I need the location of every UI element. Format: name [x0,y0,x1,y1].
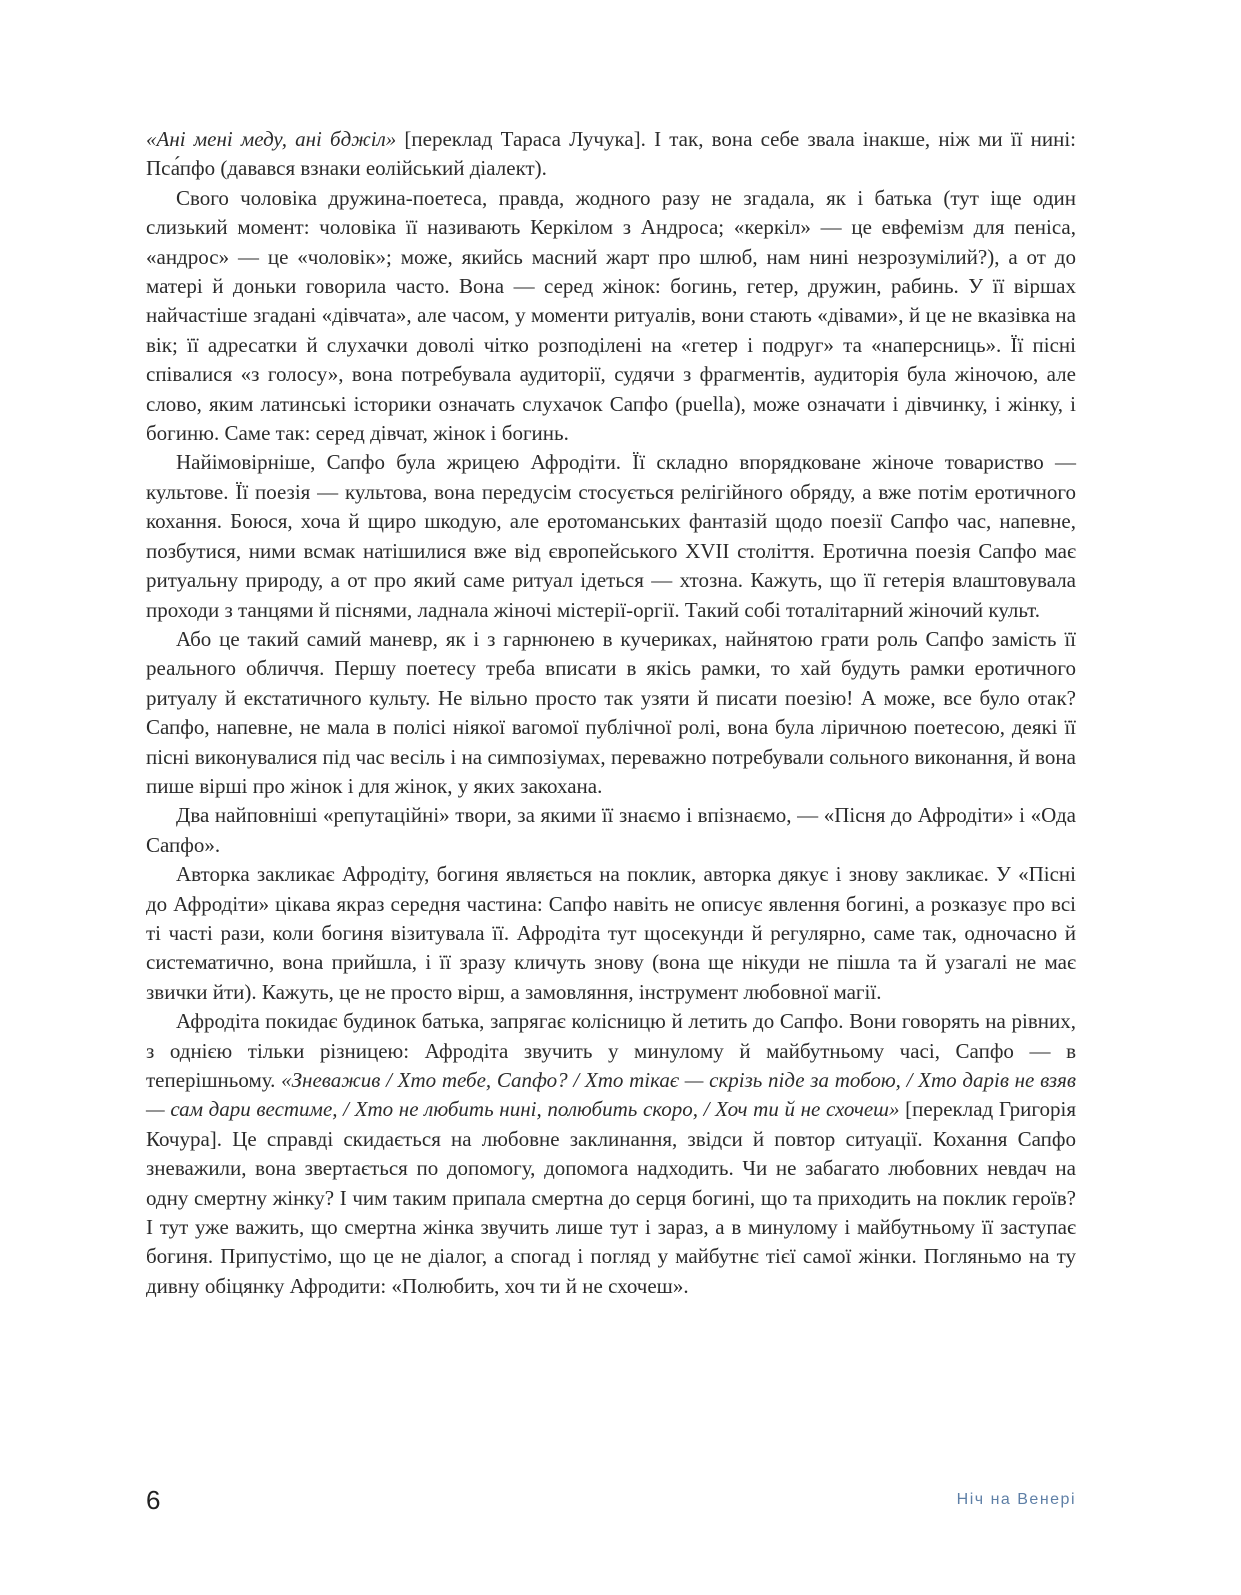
paragraph [146,801,1076,860]
page-number: 6 [146,1485,161,1515]
paragraph-text: Авторка закликає Афродіту, богиня являється на поклик, авторка дякує і знову закликає. У «Пісні до Афродіти» цікава якраз середня частина: Сапфо навіть не описує явлення богині, а розказує про всі ті часті рази, коли богиня візитувала її. Афродіта тут щосекунди й регулярно, саме так, одночасно й систематично, вона прийшла, і її зразу кличуть знову (вона ще нікуди не пішла та й узагалі не має звички йти). Кажуть, це не просто вірш, а замовляння, інструмент любовної магії. [146,862,1076,1004]
paragraph [146,184,1076,449]
paragraph [146,448,1076,624]
paragraph-text: [переклад Григорія Кочура]. Це справді скидається на любовне заклинання, звідси й повтор ситуації. Кохання Сапфо зневажили, вона звертається по допомогу, допомога надходить. Чи не забагато любовних невдач на одну смертну жінку? І чим таким припала смертна до серця богині, що та приходить на поклик героїв? І тут уже важить, що смертна жінка звучить лише тут і зараз, а в минулому і майбутньому її заступає богиня. Припустімо, що це не діалог, а спогад і погляд у майбутнє тієї самої жінки. Погляньмо на ту дивну обіцянку Афродити: «Полюбить, хоч ти й не схочеш». [146,1097,1077,1298]
paragraph-text: Два найповніші «репутаційні» твори, за якими її знаємо і впізнаємо, — «Пісня до Афродіти» і «Ода Сапфо». [146,803,1076,857]
paragraph [146,860,1076,1007]
running-title: Ніч на Венері [956,1491,1076,1508]
paragraph [146,125,1076,184]
quote-text: «Ані мені меду, ані бджіл» [146,127,397,151]
paragraph [146,625,1076,801]
paragraph-text: [переклад Тараса Лучука]. І так, вона себе звала інакше, ніж ми її нині: Пса́пфо (давався взнаки еолійський діалект). [146,127,1076,181]
paragraph [146,1007,1076,1301]
paragraph-text: Свого чоловіка дружина-поетеса, правда, жодного разу не згадала, як і батька (тут іще один слизький момент: чоловіка її називають Керкілом з Андроса; «керкіл» — це евфемізм для пеніса, «андрос» — це «чоловік»; може, якийсь масний жарт про шлюб, нам нині незрозумілий?), а от до матері й доньки говорила часто. Вона — серед жінок: богинь, гетер, дружин, рабинь. У її віршах найчастіше згадані «дівчата», але часом, у моменти ритуалів, вони стають «дівами», й це не вказівка на вік; її адресатки й слухачки доволі чітко розподілені на «гетер і подруг» та «наперсниць». Її пісні співалися «з голосу», вона потребувала аудиторії, судячи з фрагментів, аудиторія була жіночою, але слово, яким латинські історики означать слухачок Сапфо (puella), може означати і дівчинку, і жінку, і богиню. Саме так: серед дівчат, жінок і богинь. [146,185,1076,446]
paragraph-text: Найімовірніше, Сапфо була жрицею Афродіти. Її складно впорядковане жіноче товариство — культове. Її поезія — культова, вона передусім стосується релігійного обряду, а вже потім еротичного кохання. Боюся, хоча й щиро шкодую, але еротоманських фантазій щодо поезії Сапфо час, напевне, позбутися, ними всмак натішилися вже від європейського XVII століття. Еротична поезія Сапфо має ритуальну природу, а от про який саме ритуал ідеться — хтозна. Кажуть, що її гетерія влаштовувала проходи з танцями й піснями, ладнала жіночі містерії-оргії. Такий собі тоталітарний жіночий культ. [146,450,1076,622]
paragraph-text: Або це такий самий маневр, як і з гарнюнею в кучериках, найнятою грати роль Сапфо замість її реального обличчя. Першу поетесу треба вписати в якісь рамки, то хай будуть рамки еротичного ритуалу й екстатичного культу. Не вільно просто так узяти й писати поезію! А може, все було отак? Сапфо, напевне, не мала в полісі ніякої вагомої публічної ролі, вона була ліричною поетесою, деякі її пісні виконувалися під час весіль і на симпозіумах, переважно потребували сольного виконання, й вона пише вірші про жінок і для жінок, у яких закохана. [146,626,1076,798]
body-text [146,125,1076,1301]
paragraph-text: Афродіта покидає будинок батька, запрягає колісницю й летить до Сапфо. Вони говорять на рівних, з однією тільки різницею: Афродіта звучить у минулому й майбутньому часі, Сапфо — в теперішньому. [146,1009,1076,1092]
quote-text: «Зневажив / Хто тебе, Сапфо? / Хто тікає — скрізь піде за тобою, / Хто дарів не взяв — сам дари вестиме, / Хто не любить нині, полюбить скоро, / Хоч ти й не схочеш» [146,1068,1076,1122]
